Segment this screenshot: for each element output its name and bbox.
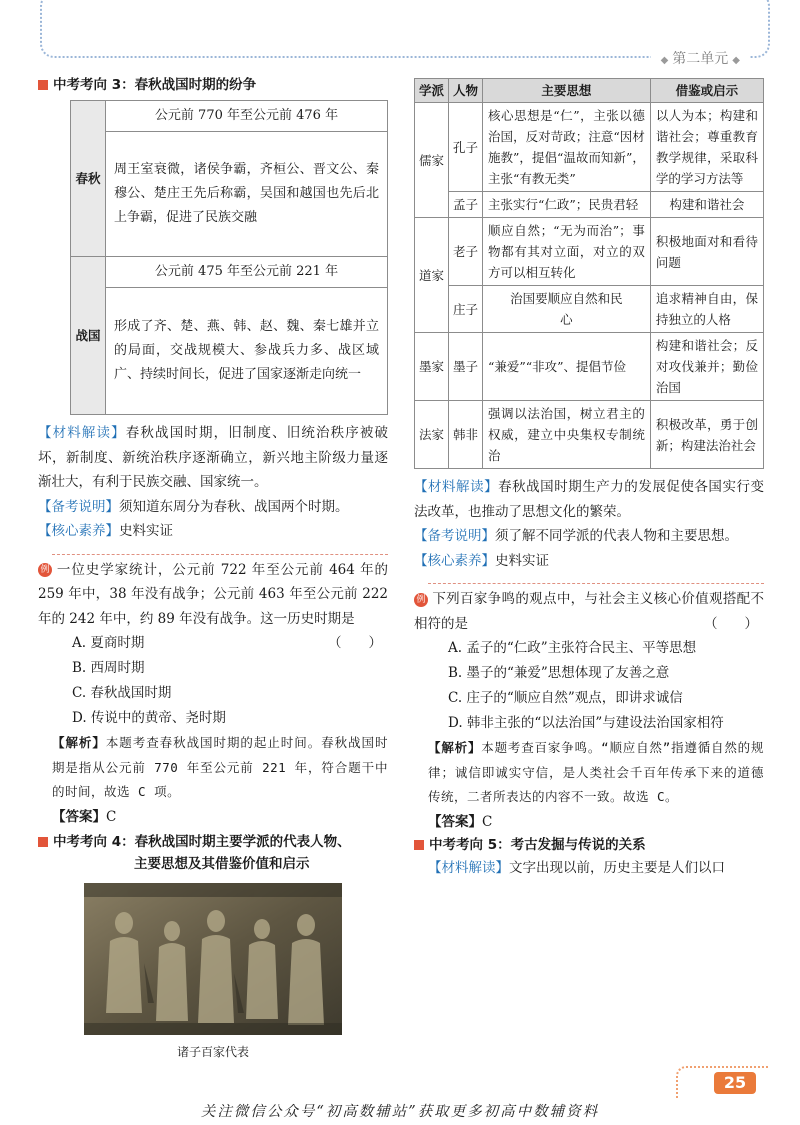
image-caption: 诸子百家代表	[176, 1045, 249, 1059]
person-cell: 孔子	[449, 103, 483, 192]
section-heading-4: 中考考向 4：春秋战国时期主要学派的代表人物、	[38, 831, 388, 853]
unit-text: 第二单元	[672, 51, 729, 67]
hundred-schools-relief-image	[84, 883, 342, 1035]
period-cell: 公元前 475 年至公元前 221 年	[106, 257, 388, 288]
desc-cell: 周王室衰微，诸侯争霸，齐桓公、晋文公、秦穆公、楚庄王先后称霸，吴国和越国也先后北上争霸，促进了民族交融	[106, 132, 388, 257]
answer-2: 【答案】C	[428, 813, 493, 830]
thought-cell: “兼爱”“非攻”、提倡节俭	[483, 333, 651, 401]
example-icon: 例	[414, 593, 428, 607]
thought-cell: 核心思想是“仁”，主张以德治国，反对苛政；注意“因材施教”，提倡“温故而知新”，主张“有教无类”	[483, 103, 651, 192]
row-label: 春秋	[71, 101, 106, 257]
option: A. 孟子的“仁政”主张符合民主、平等思想	[448, 640, 697, 656]
row-label: 战国	[71, 257, 106, 415]
page-number: 25	[714, 1072, 756, 1094]
analysis-2: 【解析】本题考查百家争鸣。“顺应自然”指遵循自然的规律；诚信即诚实守信，是人类社会千百年传承下来的道德传统，二者所表达的内容不一致。故选 C。	[428, 740, 764, 804]
option: D. 传说中的黄帝、尧时期	[72, 710, 226, 726]
option: D. 韩非主张的“以法治国”与建设法治国家相符	[448, 715, 724, 731]
footer-note: 关注微信公众号“初高数辅站”获取更多初高中数辅资料	[200, 1104, 600, 1120]
core-literacy: 【核心素养】史料实证	[38, 523, 173, 539]
col-header: 借鉴或启示	[650, 79, 763, 103]
exam-note: 【备考说明】须知道东周分为春秋、战国两个时期。	[38, 498, 349, 515]
example-divider	[38, 550, 388, 560]
section-heading-4-line2: 主要思想及其借鉴价值和启示	[134, 856, 310, 872]
col-header: 学派	[415, 79, 449, 103]
unit-label	[651, 48, 750, 68]
thought-cell: 治国要顺应自然和民心	[483, 286, 651, 333]
square-bullet-icon	[38, 837, 48, 847]
spring-autumn-warring-states-table	[70, 100, 388, 415]
diamond-icon: ◆	[732, 55, 740, 66]
lesson-cell: 追求精神自由，保持独立的人格	[650, 286, 763, 333]
lesson-cell: 构建和谐社会；反对攻伐兼并；勤俭治国	[650, 333, 763, 401]
option: B. 西周时期	[72, 660, 145, 676]
thought-cell: 强调以法治国，树立君主的权威，建立中央集权专制统治	[483, 401, 651, 469]
example-divider	[414, 579, 764, 589]
material-reading-last: 【材料解读】文字出现以前，历史主要是人们以口	[428, 860, 725, 876]
school-cell: 墨家	[415, 333, 449, 401]
thought-cell: 主张实行“仁政”；民贵君轻	[483, 192, 651, 218]
section-heading-5: 中考考向 5：考古发掘与传说的关系	[414, 834, 764, 856]
person-cell: 老子	[449, 218, 483, 286]
question-2: 例 下列百家争鸣的观点中，与社会主义核心价值观搭配不相符的是 （ ）	[414, 591, 764, 632]
lesson-cell: 积极地面对和看待问题	[650, 218, 763, 286]
option: C. 春秋战国时期	[72, 685, 172, 701]
school-cell: 儒家	[415, 103, 449, 218]
option: C. 庄子的“顺应自然”观点，即讲求诚信	[448, 690, 683, 706]
right-column	[414, 78, 764, 881]
col-header: 主要思想	[483, 79, 651, 103]
left-column	[38, 74, 388, 1060]
answer-1: 【答案】C	[52, 808, 117, 825]
desc-cell: 形成了齐、楚、燕、韩、赵、魏、秦七雄并立的局面，交战规模大、参战兵力多、战区域广、持续时间长，促进了国家逐渐走向统一	[106, 288, 388, 415]
person-cell: 韩非	[449, 401, 483, 469]
thought-cell: 顺应自然；“无为而治”；事物都有其对立面，对立的双方可以相互转化	[483, 218, 651, 286]
lesson-cell: 以人为本；构建和谐社会；尊重教育教学规律，采取科学的学习方法等	[650, 103, 763, 192]
square-bullet-icon	[414, 840, 424, 850]
col-header: 人物	[449, 79, 483, 103]
diamond-icon: ◆	[660, 55, 669, 66]
school-cell: 法家	[415, 401, 449, 469]
relief-sculpture-illustration	[84, 883, 342, 1035]
example-icon: 例	[38, 563, 52, 577]
option: A. 夏商时期	[72, 635, 145, 651]
exam-note: 【备考说明】须了解不同学派的代表人物和主要思想。	[414, 528, 738, 544]
period-cell: 公元前 770 年至公元前 476 年	[106, 101, 388, 132]
material-reading: 【材料解读】春秋战国时期，旧制度、旧统治秩序被破坏，新制度、新统治秩序逐渐确立，新兴地主阶级力量逐渐壮大，有利于民族交融、国家统一。	[38, 425, 389, 490]
lesson-cell: 构建和谐社会	[650, 192, 763, 218]
person-cell: 孟子	[449, 192, 483, 218]
material-reading: 【材料解读】春秋战国时期生产力的发展促使各国实行变法改革，也推动了思想文化的繁荣。	[414, 479, 764, 520]
school-cell: 道家	[415, 218, 449, 333]
option: B. 墨子的“兼爱”思想体现了友善之意	[448, 665, 670, 681]
analysis-1: 【解析】本题考查春秋战国时期的起止时间。春秋战国时期是指从公元前 770 年至公元前 221 年，符合题干中的时间，故选 C 项。	[52, 735, 388, 799]
lesson-cell: 积极改革，勇于创新；构建法治社会	[650, 401, 763, 469]
schools-of-thought-table	[414, 78, 764, 469]
question-1: 例 一位史学家统计，公元前 722 年至公元前 464 年的 259 年中，38 年没有战争；公元前 463 年至公元前 222 年的 242 年中，约 89 年没有战争。这一历史时期是 （ ）	[38, 561, 388, 651]
section-heading-3: 中考考向 3：春秋战国时期的纷争	[38, 74, 388, 96]
person-cell: 庄子	[449, 286, 483, 333]
square-bullet-icon	[38, 80, 48, 90]
person-cell: 墨子	[449, 333, 483, 401]
core-literacy: 【核心素养】史料实证	[414, 552, 549, 569]
